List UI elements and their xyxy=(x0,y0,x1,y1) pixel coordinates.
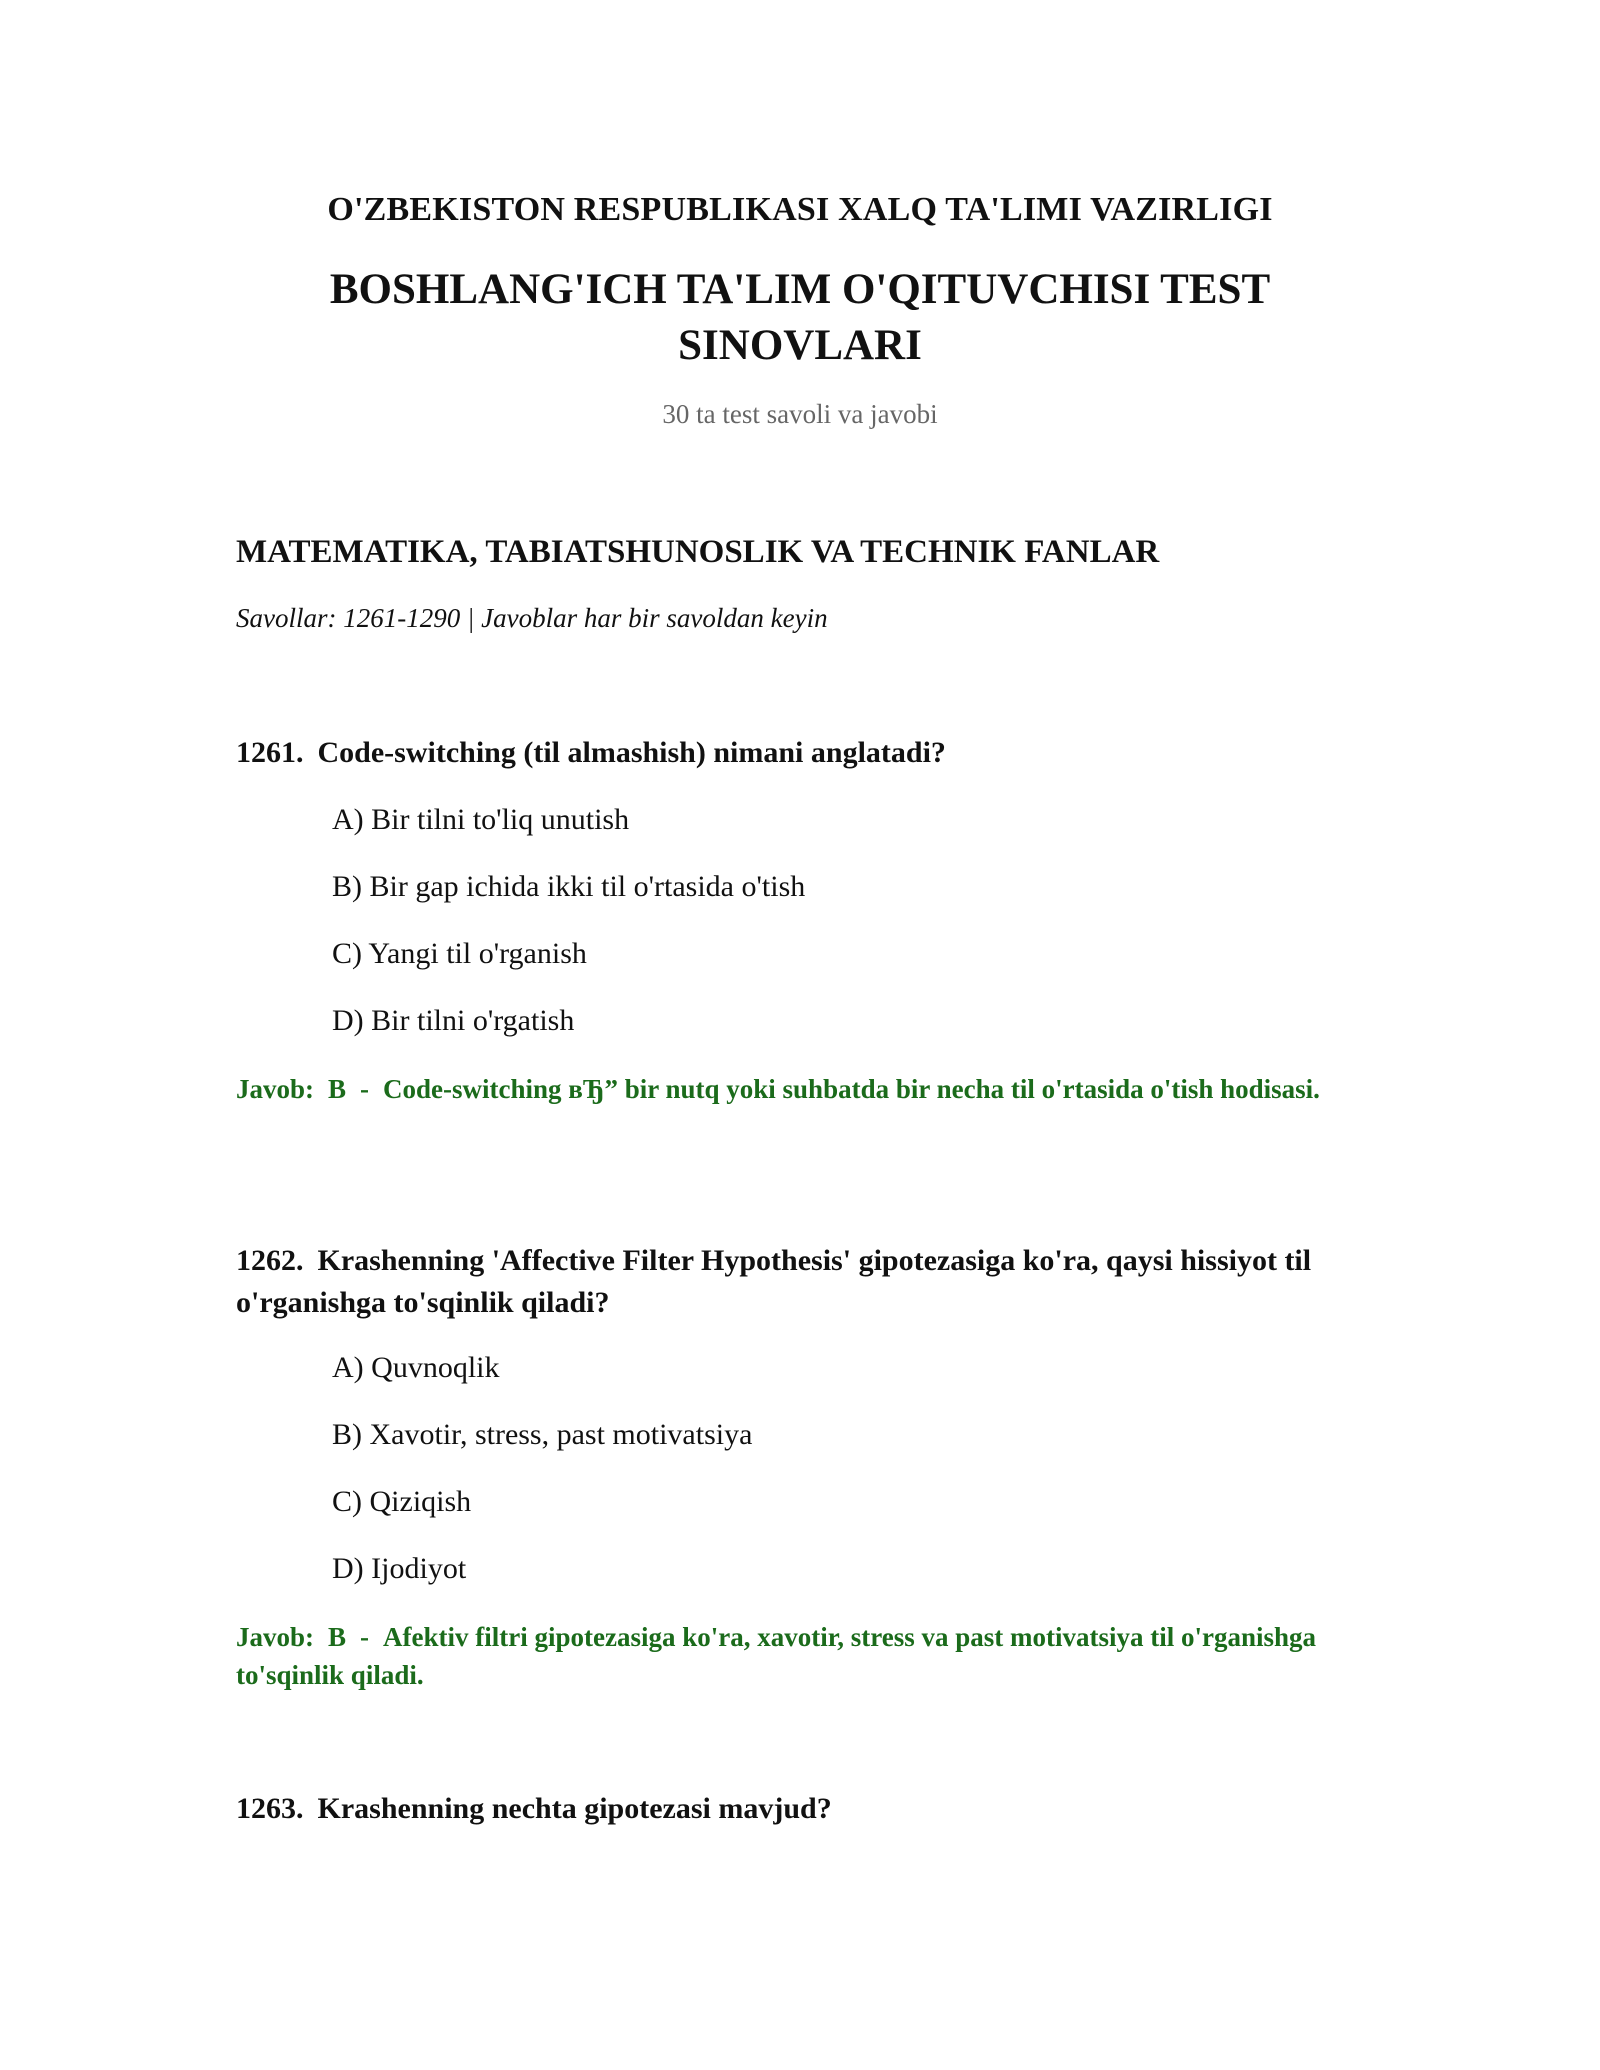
question-text: Krashenning nechta gipotezasi mavjud? xyxy=(317,1792,832,1825)
answer-explanation: Code-switching вЂ” bir nutq yoki suhbatda bir necha til o'rtasida o'tish hodisasi. xyxy=(383,1074,1320,1104)
question-number: 1261. xyxy=(236,736,304,769)
answer-letter: B xyxy=(328,1622,347,1652)
ministry-heading: O'ZBEKISTON RESPUBLIKASI XALQ TA'LIMI VAZIRLIGI xyxy=(327,191,1273,228)
answer-1261 xyxy=(236,1070,1356,1108)
option-d: D) Bir tilni o'rgatish xyxy=(332,1004,575,1037)
option-b: B) Bir gap ichida ikki til o'rtasida o'tish xyxy=(332,870,806,903)
option-a: A) Bir tilni to'liq unutish xyxy=(332,803,630,836)
document-subtitle: 30 ta test savoli va javobi xyxy=(662,399,938,429)
answer-label: Javob: xyxy=(236,1074,315,1104)
option-a: A) Quvnoqlik xyxy=(332,1351,500,1384)
option-c: C) Qiziqish xyxy=(332,1485,472,1518)
question-text: Code-switching (til almashish) nimani anglatadi? xyxy=(317,736,946,769)
answer-dash: - xyxy=(360,1622,370,1652)
answer-label: Javob: xyxy=(236,1622,315,1652)
answer-dash: - xyxy=(360,1074,370,1104)
question-number: 1262. xyxy=(236,1244,304,1277)
document-title: BOSHLANG'ICH TA'LIM O'QITUVCHISI TEST SINOVLARI xyxy=(329,266,1271,369)
question-1263 xyxy=(236,1788,1386,1830)
section-meta: Savollar: 1261-1290 | Javoblar har bir savoldan keyin xyxy=(236,603,828,633)
option-d: D) Ijodiyot xyxy=(332,1552,467,1585)
section-title: MATEMATIKA, TABIATSHUNOSLIK VA TECHNIK FANLAR xyxy=(236,534,1160,570)
answer-explanation: Afektiv filtri gipotezasiga ko'ra, xavotir, stress va past motivatsiya til o'rganishga to'sqinlik qiladi. xyxy=(236,1622,1316,1690)
question-1262 xyxy=(236,1240,1386,1324)
question-1261 xyxy=(236,732,1386,774)
option-b: B) Xavotir, stress, past motivatsiya xyxy=(332,1418,753,1451)
question-text: Krashenning 'Affective Filter Hypothesis' gipotezasiga ko'ra, qaysi hissiyot til o'rganishga to'sqinlik qiladi? xyxy=(236,1244,1312,1319)
question-number: 1263. xyxy=(236,1792,304,1825)
option-c: C) Yangi til o'rganish xyxy=(332,937,587,970)
answer-letter: B xyxy=(328,1074,347,1104)
answer-1262 xyxy=(236,1618,1356,1694)
